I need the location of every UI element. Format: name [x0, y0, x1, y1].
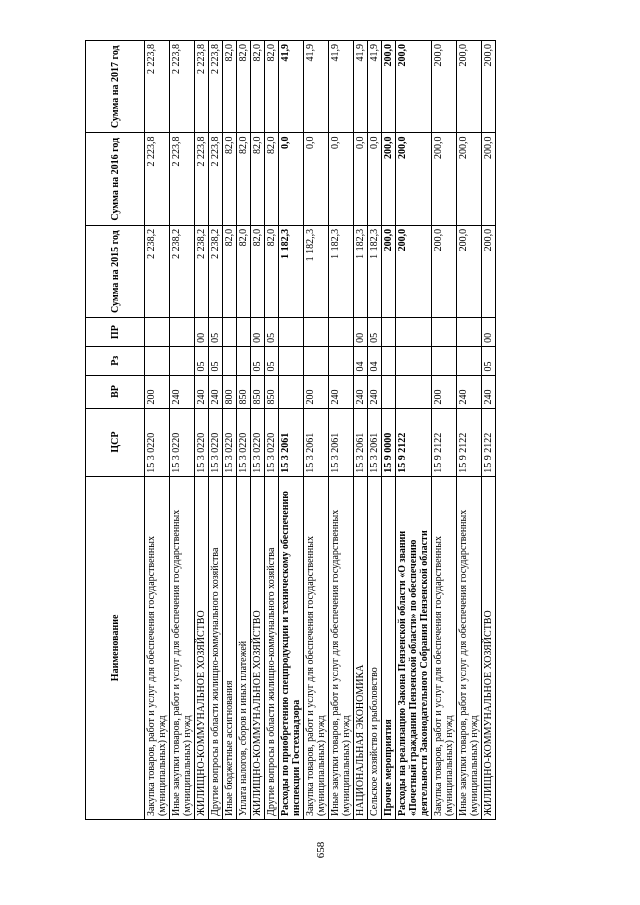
table-row — [457, 41, 482, 820]
header-csr: ЦСР — [86, 408, 145, 476]
cell-name: Иные закупки товаров, работ и услуг для обеспечения государственных (муниципальных) нужд — [329, 476, 354, 819]
cell-sum-2015: 2 238,2 — [145, 225, 170, 317]
cell-csr: 15 3 2061 — [368, 408, 382, 476]
cell-rz — [304, 346, 329, 375]
cell-csr: 15 3 0220 — [209, 408, 223, 476]
cell-pr: 00 — [195, 318, 209, 347]
cell-rz: 04 — [354, 346, 368, 375]
table-row — [382, 41, 396, 820]
cell-sum-2017: 2 223,8 — [145, 41, 170, 133]
cell-sum-2016: 200,0 — [482, 133, 496, 225]
cell-sum-2017: 200,0 — [482, 41, 496, 133]
cell-sum-2017: 200,0 — [432, 41, 457, 133]
cell-pr — [304, 318, 329, 347]
cell-name: Иные закупки товаров, работ и услуг для обеспечения государственных (муниципальных) нужд — [170, 476, 195, 819]
cell-sum-2015: 1 182,3 — [368, 225, 382, 317]
cell-csr: 15 9 2122 — [432, 408, 457, 476]
cell-name: ЖИЛИЩНО-КОММУНАЛЬНОЕ ХОЗЯЙСТВО — [251, 476, 265, 819]
header-vr: ВР — [86, 375, 145, 408]
cell-sum-2016: 82,0 — [251, 133, 265, 225]
table-body — [145, 41, 496, 820]
cell-pr — [279, 318, 304, 347]
cell-pr — [329, 318, 354, 347]
cell-sum-2016: 200,0 — [382, 133, 396, 225]
cell-csr: 15 3 0220 — [265, 408, 279, 476]
cell-name: Уплата налогов, сборов и иных платежей — [237, 476, 251, 819]
cell-rz: 05 — [195, 346, 209, 375]
cell-csr: 15 3 2061 — [354, 408, 368, 476]
cell-sum-2017: 2 223,8 — [170, 41, 195, 133]
cell-name: Расходы по приобретению спецпродукции и техническому обеспечению инспекции Гостехнадзора — [279, 476, 304, 819]
cell-sum-2016: 0,0 — [279, 133, 304, 225]
cell-rz — [329, 346, 354, 375]
cell-rz — [457, 346, 482, 375]
cell-name: Прочие мероприятия — [382, 476, 396, 819]
header-sum-2015: Сумма на 2015 год — [86, 225, 145, 317]
cell-name: Закупка товаров, работ и услуг для обеспечения государственных (муниципальных) нужд — [432, 476, 457, 819]
cell-pr — [396, 318, 432, 347]
table-row — [223, 41, 237, 820]
cell-csr: 15 3 0220 — [223, 408, 237, 476]
cell-csr: 15 3 0220 — [251, 408, 265, 476]
budget-table — [85, 40, 496, 820]
cell-sum-2017: 82,0 — [223, 41, 237, 133]
cell-rz — [237, 346, 251, 375]
cell-sum-2016: 2 223,8 — [170, 133, 195, 225]
header-rz: Рз — [86, 346, 145, 375]
rotated-table-sheet — [85, 40, 573, 820]
cell-rz — [170, 346, 195, 375]
cell-sum-2015: 82,0 — [237, 225, 251, 317]
cell-vr: 240 — [368, 375, 382, 408]
cell-sum-2017: 2 223,8 — [195, 41, 209, 133]
cell-sum-2015: 1 182,3 — [329, 225, 354, 317]
cell-sum-2017: 41,9 — [304, 41, 329, 133]
cell-pr: 05 — [265, 318, 279, 347]
cell-name: Иные закупки товаров, работ и услуг для обеспечения государственных (муниципальных) нужд — [457, 476, 482, 819]
cell-rz: 04 — [368, 346, 382, 375]
cell-sum-2017: 200,0 — [396, 41, 432, 133]
cell-rz: 05 — [251, 346, 265, 375]
table-row — [354, 41, 368, 820]
cell-vr: 800 — [223, 375, 237, 408]
cell-name: Сельское хозяйство и рыболовство — [368, 476, 382, 819]
cell-sum-2015: 200,0 — [457, 225, 482, 317]
cell-sum-2017: 41,9 — [354, 41, 368, 133]
cell-sum-2017: 82,0 — [251, 41, 265, 133]
cell-sum-2015: 200,0 — [396, 225, 432, 317]
cell-vr: 200 — [145, 375, 170, 408]
cell-sum-2017: 41,9 — [279, 41, 304, 133]
cell-sum-2017: 41,9 — [329, 41, 354, 133]
cell-sum-2016: 200,0 — [396, 133, 432, 225]
cell-pr: 00 — [482, 318, 496, 347]
cell-name: Закупка товаров, работ и услуг для обеспечения государственных (муниципальных) нужд — [145, 476, 170, 819]
table-row — [396, 41, 432, 820]
cell-sum-2016: 2 223,8 — [195, 133, 209, 225]
cell-sum-2015: 1 182,,3 — [304, 225, 329, 317]
cell-vr: 850 — [265, 375, 279, 408]
cell-csr: 15 3 2061 — [279, 408, 304, 476]
table-row — [329, 41, 354, 820]
cell-sum-2015: 82,0 — [251, 225, 265, 317]
cell-name: Закупка товаров, работ и услуг для обеспечения государственных (муниципальных) нужд — [304, 476, 329, 819]
cell-sum-2016: 82,0 — [237, 133, 251, 225]
table-row — [170, 41, 195, 820]
cell-sum-2015: 82,0 — [265, 225, 279, 317]
cell-name: Иные бюджетные ассигнования — [223, 476, 237, 819]
cell-sum-2016: 0,0 — [329, 133, 354, 225]
cell-pr — [237, 318, 251, 347]
cell-sum-2016: 200,0 — [432, 133, 457, 225]
cell-name: ЖИЛИЩНО-КОММУНАЛЬНОЕ ХОЗЯЙСТВО — [482, 476, 496, 819]
cell-sum-2017: 41,9 — [368, 41, 382, 133]
cell-sum-2015: 1 182,3 — [279, 225, 304, 317]
cell-csr: 15 3 2061 — [304, 408, 329, 476]
cell-sum-2015: 2 238,2 — [209, 225, 223, 317]
cell-rz — [223, 346, 237, 375]
cell-name: ЖИЛИЩНО-КОММУНАЛЬНОЕ ХОЗЯЙСТВО — [195, 476, 209, 819]
cell-csr: 15 3 0220 — [237, 408, 251, 476]
cell-pr: 00 — [251, 318, 265, 347]
cell-csr: 15 9 2122 — [396, 408, 432, 476]
cell-vr: 240 — [170, 375, 195, 408]
header-sum-2017: Сумма на 2017 год — [86, 41, 145, 133]
cell-sum-2015: 2 238,2 — [195, 225, 209, 317]
table-row — [432, 41, 457, 820]
table-header-row — [86, 41, 145, 820]
cell-sum-2017: 82,0 — [265, 41, 279, 133]
table-row — [209, 41, 223, 820]
cell-csr: 15 9 2122 — [482, 408, 496, 476]
cell-vr: 240 — [457, 375, 482, 408]
table-row — [279, 41, 304, 820]
table-row — [265, 41, 279, 820]
cell-vr: 850 — [251, 375, 265, 408]
cell-rz — [396, 346, 432, 375]
cell-rz — [432, 346, 457, 375]
cell-csr: 15 3 2061 — [329, 408, 354, 476]
header-name: Наименование — [86, 476, 145, 819]
table-row — [237, 41, 251, 820]
cell-pr: 00 — [354, 318, 368, 347]
cell-rz — [279, 346, 304, 375]
cell-pr — [145, 318, 170, 347]
cell-sum-2016: 0,0 — [368, 133, 382, 225]
cell-vr — [396, 375, 432, 408]
cell-vr: 240 — [482, 375, 496, 408]
cell-pr: 05 — [209, 318, 223, 347]
cell-sum-2017: 82,0 — [237, 41, 251, 133]
cell-csr: 15 3 0220 — [195, 408, 209, 476]
cell-vr: 200 — [304, 375, 329, 408]
cell-vr: 200 — [432, 375, 457, 408]
cell-name: Другие вопросы в области жилищно-коммунального хозяйства — [209, 476, 223, 819]
cell-pr — [223, 318, 237, 347]
cell-sum-2017: 200,0 — [382, 41, 396, 133]
cell-sum-2016: 82,0 — [265, 133, 279, 225]
cell-sum-2016: 2 223,8 — [145, 133, 170, 225]
cell-name: Другие вопросы в области жилищно-коммунального хозяйства — [265, 476, 279, 819]
cell-vr: 240 — [195, 375, 209, 408]
cell-vr: 240 — [209, 375, 223, 408]
cell-rz — [382, 346, 396, 375]
cell-csr: 15 9 2122 — [457, 408, 482, 476]
cell-sum-2015: 2 238,2 — [170, 225, 195, 317]
cell-sum-2015: 1 182,3 — [354, 225, 368, 317]
cell-vr: 850 — [237, 375, 251, 408]
cell-sum-2016: 2 223,8 — [209, 133, 223, 225]
cell-sum-2016: 0,0 — [304, 133, 329, 225]
cell-name: НАЦИОНАЛЬНАЯ ЭКОНОМИКА — [354, 476, 368, 819]
cell-name: Расходы на реализацию Закона Пензенской области «О звании «Почетный гражданин Пензенской области» по обеспечению деятельности Законодательного Собрания Пензенской области — [396, 476, 432, 819]
cell-pr — [457, 318, 482, 347]
header-sum-2016: Сумма на 2016 год — [86, 133, 145, 225]
table-row — [482, 41, 496, 820]
cell-csr: 15 9 0000 — [382, 408, 396, 476]
cell-sum-2015: 200,0 — [482, 225, 496, 317]
cell-vr — [279, 375, 304, 408]
table-row — [145, 41, 170, 820]
header-pr: ПР — [86, 318, 145, 347]
cell-sum-2017: 2 223,8 — [209, 41, 223, 133]
table-row — [304, 41, 329, 820]
cell-rz — [145, 346, 170, 375]
cell-sum-2015: 200,0 — [432, 225, 457, 317]
cell-sum-2016: 82,0 — [223, 133, 237, 225]
table-row — [251, 41, 265, 820]
cell-csr: 15 3 0220 — [170, 408, 195, 476]
cell-pr: 05 — [368, 318, 382, 347]
cell-sum-2016: 0,0 — [354, 133, 368, 225]
cell-pr — [170, 318, 195, 347]
cell-vr — [382, 375, 396, 408]
cell-rz: 05 — [482, 346, 496, 375]
cell-pr — [432, 318, 457, 347]
cell-sum-2017: 200,0 — [457, 41, 482, 133]
cell-sum-2015: 200,0 — [382, 225, 396, 317]
cell-vr: 240 — [354, 375, 368, 408]
cell-pr — [382, 318, 396, 347]
cell-rz: 05 — [209, 346, 223, 375]
cell-sum-2015: 82,0 — [223, 225, 237, 317]
page-number: 658 — [315, 841, 327, 859]
table-row — [195, 41, 209, 820]
table-row — [368, 41, 382, 820]
cell-csr: 15 3 0220 — [145, 408, 170, 476]
cell-rz: 05 — [265, 346, 279, 375]
cell-sum-2016: 200,0 — [457, 133, 482, 225]
cell-vr: 240 — [329, 375, 354, 408]
